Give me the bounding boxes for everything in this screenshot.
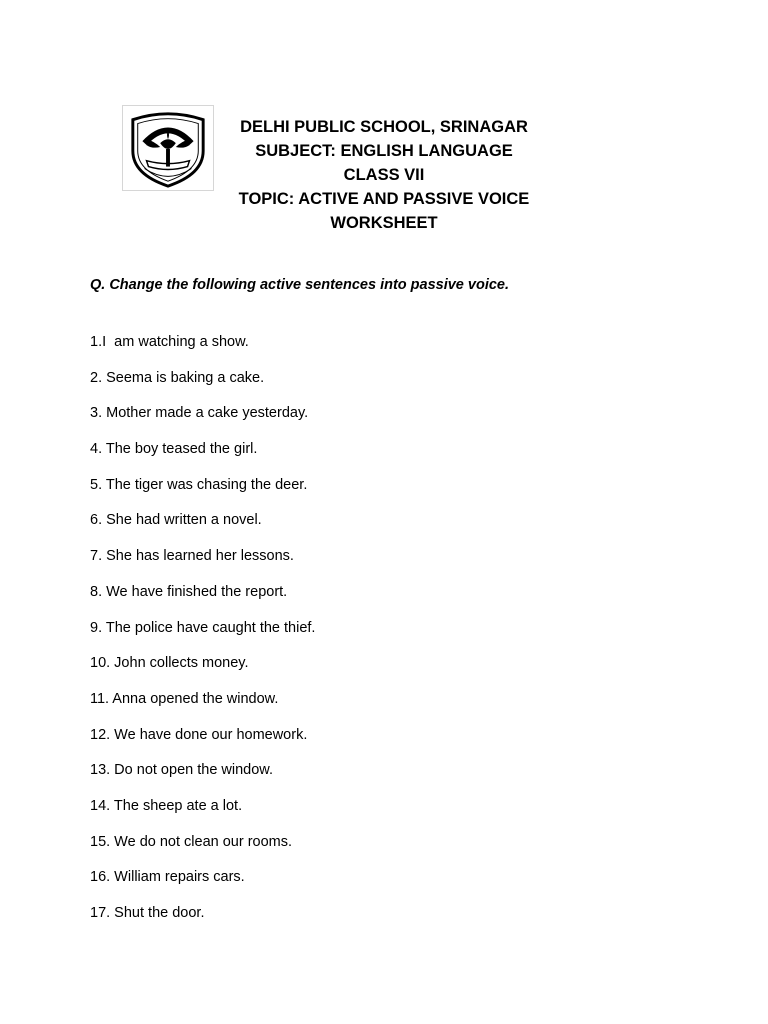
list-item: 10. John collects money. (90, 655, 249, 672)
school-name: DELHI PUBLIC SCHOOL, SRINAGAR (240, 118, 528, 136)
list-item: 15. We do not clean our rooms. (90, 833, 293, 850)
subject-line: SUBJECT: ENGLISH LANGUAGE (255, 142, 513, 160)
topic-line: TOPIC: ACTIVE AND PASSIVE VOICE (238, 190, 530, 208)
class-line: CLASS VII (343, 166, 425, 184)
list-item: 8. We have finished the report. (90, 583, 288, 600)
school-crest-icon (123, 106, 213, 190)
list-item: 3. Mother made a cake yesterday. (90, 405, 309, 422)
list-item: 4. The boy teased the girl. (90, 441, 258, 458)
list-item: 6. She had written a novel. (90, 512, 262, 529)
list-item: 1.I am watching a show. (90, 334, 249, 350)
worksheet-title: WORKSHEET (330, 214, 438, 232)
sentence-list (90, 333, 315, 940)
list-item: 5. The tiger was chasing the deer. (90, 476, 308, 493)
list-item: 13. Do not open the window. (90, 762, 273, 779)
list-item: 9. The police have caught the thief. (90, 619, 316, 636)
list-item: 16. William repairs cars. (90, 869, 245, 886)
list-item: 17. Shut the door. (90, 905, 205, 921)
list-item: 11. Anna opened the window. (90, 690, 279, 707)
list-item: 12. We have done our homework. (90, 726, 308, 743)
question-instruction: Q. Change the following active sentences into passive voice. (90, 277, 510, 293)
list-item: 7. She has learned her lessons. (90, 548, 294, 565)
list-item: 14. The sheep ate a lot. (90, 797, 243, 814)
school-logo (122, 105, 214, 191)
list-item: 2. Seema is baking a cake. (90, 369, 265, 386)
worksheet-header (214, 115, 554, 235)
